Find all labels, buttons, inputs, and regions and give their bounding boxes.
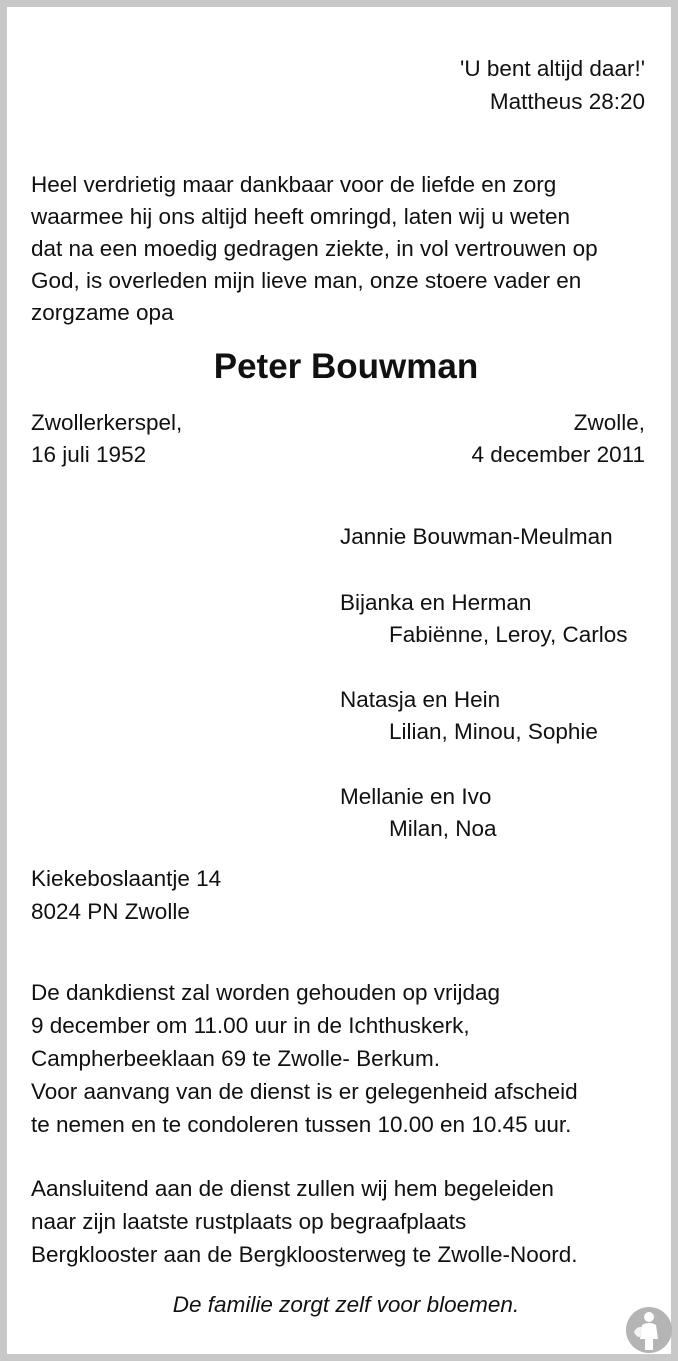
intro-line-1: Heel verdrietig maar dankbaar voor de liefde en zorg (31, 172, 557, 197)
family-couple-2: Natasja en Hein (340, 687, 501, 712)
family-grandchildren-3: Milan, Noa (389, 816, 497, 841)
birth-place: Zwollerkerspel, (31, 410, 183, 435)
quote-text: 'U bent altijd daar!' (460, 56, 645, 81)
address-street: Kiekeboslaantje 14 (31, 866, 222, 891)
family-couple-1: Bijanka en Herman (340, 590, 532, 615)
service-line-2: 9 december om 11.00 uur in de Ichthuskerk, (31, 1013, 470, 1038)
intro-line-2: waarmee hij ons altijd heeft omringd, laten wij u weten (31, 204, 571, 229)
birth-date: 16 juli 1952 (31, 442, 147, 467)
publisher-logo-icon (625, 1306, 673, 1354)
service-line-3: Campherbeeklaan 69 te Zwolle- Berkum. (31, 1046, 440, 1071)
family-spouse: Jannie Bouwman-Meulman (340, 524, 613, 549)
burial-line-3: Bergklooster aan de Bergkloosterweg te Zwolle-Noord. (31, 1242, 578, 1267)
service-line-1: De dankdienst zal worden gehouden op vrijdag (31, 980, 501, 1005)
family-grandchildren-1: Fabiënne, Leroy, Carlos (389, 622, 628, 647)
death-place: Zwolle, (573, 410, 645, 435)
burial-line-2: naar zijn laatste rustplaats op begraafplaats (31, 1209, 467, 1234)
quote-reference: Mattheus 28:20 (489, 89, 645, 114)
service-line-4: Voor aanvang van de dienst is er gelegenheid afscheid (31, 1079, 578, 1104)
death-date: 4 december 2011 (471, 442, 645, 467)
family-couple-3: Mellanie en Ivo (340, 784, 492, 809)
intro-line-3: dat na een moedig gedragen ziekte, in vol vertrouwen op (31, 236, 598, 261)
flowers-note: De familie zorgt zelf voor bloemen. (172, 1292, 520, 1317)
deceased-name: Peter Bouwman (213, 347, 479, 386)
burial-line-1: Aansluitend aan de dienst zullen wij hem begeleiden (31, 1176, 554, 1201)
intro-line-4: God, is overleden mijn lieve man, onze stoere vader en (31, 268, 582, 293)
service-line-5: te nemen en te condoleren tussen 10.00 en 10.45 uur. (31, 1112, 572, 1137)
intro-line-5: zorgzame opa (31, 300, 174, 325)
address-city: 8024 PN Zwolle (31, 899, 190, 924)
family-grandchildren-2: Lilian, Minou, Sophie (389, 719, 598, 744)
